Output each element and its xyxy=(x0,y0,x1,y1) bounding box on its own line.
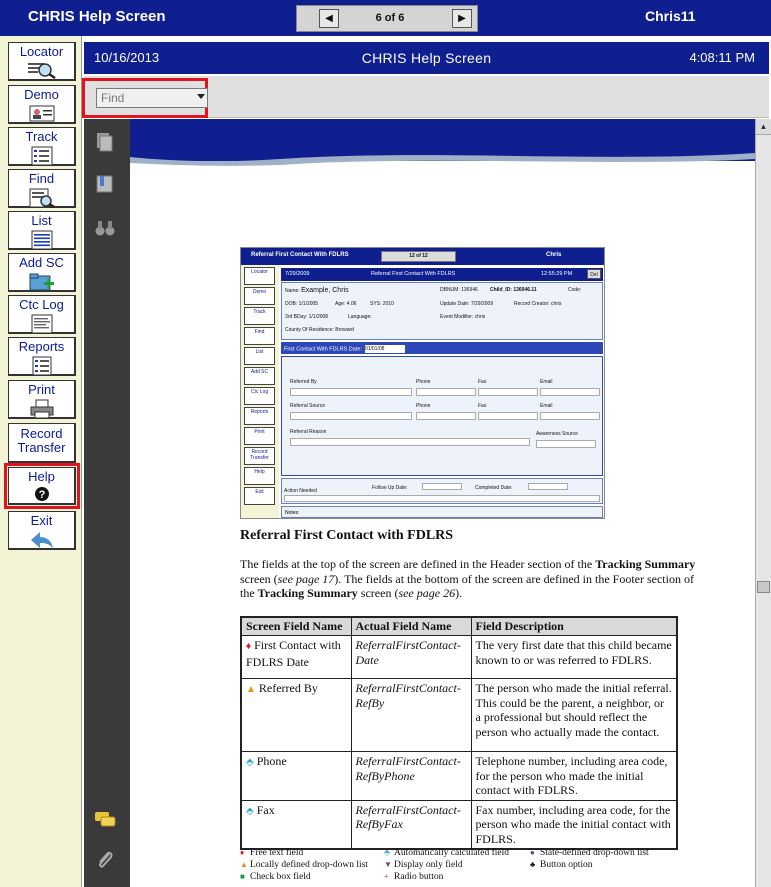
legend-item: ▲ Locally defined drop-down list xyxy=(240,860,368,870)
magnifier-icon xyxy=(25,61,59,79)
header-title: CHRIS Help Screen xyxy=(361,50,492,66)
current-user: Chris11 xyxy=(645,8,696,24)
emb-button: Track xyxy=(244,307,275,325)
sidebar-item-add-sc[interactable] xyxy=(8,253,76,292)
attachment-icon[interactable] xyxy=(94,849,116,871)
cell-screen: ▲ Referred By xyxy=(241,679,351,752)
emb-fax: Fax xyxy=(478,379,487,385)
page-indicator: 6 of 6 xyxy=(375,12,405,24)
emb-button: Print xyxy=(244,427,275,445)
sidebar-item-label: Demo xyxy=(24,87,59,102)
sidebar-item-label: Reports xyxy=(18,339,65,354)
emb-button: Reports xyxy=(244,407,275,425)
legend-item: ♣ Button option xyxy=(530,860,593,870)
emb-name-label: Name: xyxy=(285,288,300,294)
cell-screen: ⬘ Fax xyxy=(241,800,351,849)
header-date: 10/16/2013 xyxy=(94,50,160,65)
emb-top-title: Referral First Contact With FDLRS xyxy=(251,252,349,258)
sidebar-item-list[interactable] xyxy=(8,211,76,250)
emb-awareness-source: Awareness Source xyxy=(536,431,578,437)
table-header-row xyxy=(241,617,677,636)
emb-user: Chris xyxy=(546,252,562,258)
emb-button: Ctc Log xyxy=(244,387,275,405)
emb-sys: SYS: 2010 xyxy=(370,301,394,307)
local-dropdown-marker-icon: ▲ xyxy=(240,860,248,869)
emb-follow-up: Follow Up Date: xyxy=(372,485,408,491)
bookmark-icon[interactable] xyxy=(94,173,116,195)
emb-button: List xyxy=(244,347,275,365)
state-dropdown-marker-icon: ● xyxy=(530,848,535,857)
log-icon xyxy=(30,314,54,334)
table-row xyxy=(241,752,677,801)
find-icon xyxy=(28,188,56,208)
list-icon xyxy=(30,230,54,250)
printer-icon xyxy=(29,399,55,419)
document-page xyxy=(130,119,755,887)
find-placeholder: Find xyxy=(101,91,125,105)
local-dropdown-marker-icon: ▲ xyxy=(246,684,256,695)
emb-email-2: Email xyxy=(540,403,553,409)
free-text-marker-icon: ♦ xyxy=(246,641,252,652)
emb-pager: 12 of 12 xyxy=(381,251,456,262)
binoculars-icon[interactable] xyxy=(94,217,116,239)
emb-sidebar xyxy=(241,265,279,518)
sidebar-item-ctc-log[interactable] xyxy=(8,295,76,334)
scroll-up-icon[interactable]: ▲ xyxy=(756,119,771,135)
cell-actual: ReferralFirstContact-RefBy xyxy=(351,679,471,752)
header-time: 4:08:11 PM xyxy=(689,50,755,65)
emb-button: Record Transfer xyxy=(244,447,275,465)
sidebar-item-label: Exit xyxy=(30,513,53,528)
auto-calc-marker-icon: ⬘ xyxy=(246,805,254,817)
content-header xyxy=(84,42,769,74)
cell-actual: ReferralFirstContact-RefByFax xyxy=(351,800,471,849)
sidebar-item-label: Print xyxy=(28,382,55,397)
emb-update-date: Update Date: 7/29/2009 xyxy=(440,301,494,307)
cell-screen: ♦ First Contact with FDLRS Date xyxy=(241,636,351,679)
embedded-screenshot xyxy=(240,247,605,519)
emb-child-id: Child_ID: 136946.11 xyxy=(490,287,537,293)
emb-button: Add SC xyxy=(244,367,275,385)
emb-dob: DOB: 1/1/2005 xyxy=(285,301,319,307)
help-icon xyxy=(34,486,50,502)
emb-form xyxy=(281,356,603,476)
page-navigator xyxy=(296,5,478,32)
emb-record-creator: Record Creator: chris xyxy=(514,301,562,307)
find-toolbar xyxy=(84,76,769,118)
col-screen-field: Screen Field Name xyxy=(241,617,351,636)
emb-code: Code: xyxy=(568,287,582,293)
cell-actual: ReferralFirstContact-RefByPhone xyxy=(351,752,471,801)
doc-paragraph: The fields at the top of the screen are defined in the Header section of the Tracking Summary screen (see page 17). The fields at the bottom of the screen are defined in the Footer section of the Tracking Summary screen (see page 26). xyxy=(240,557,696,601)
radio-marker-icon: + xyxy=(384,872,389,881)
pages-icon[interactable] xyxy=(94,131,116,153)
track-list-icon xyxy=(30,146,54,166)
next-page-button[interactable]: ▶ xyxy=(452,9,472,28)
viewer-toolstrip xyxy=(84,119,126,887)
sidebar-item-reports[interactable] xyxy=(8,337,76,376)
emb-name-value: Example, Chris xyxy=(301,287,349,294)
table-row xyxy=(241,679,677,752)
sidebar-item-record-transfer[interactable] xyxy=(8,423,76,463)
sidebar xyxy=(0,36,82,887)
emb-top-bar xyxy=(241,248,604,265)
emb-age: Age: 4.06 xyxy=(335,301,357,307)
legend-item: ■ Check box field xyxy=(240,872,311,882)
emb-email: Email xyxy=(540,379,553,385)
emb-header-title: Referral First Contact With FDLRS xyxy=(371,271,456,277)
button-option-marker-icon: ♣ xyxy=(530,860,536,869)
svg-text:?: ? xyxy=(38,489,45,501)
cell-actual: ReferralFirstContact-Date xyxy=(351,636,471,679)
emb-section-label: First Contact With FDLRS Date: xyxy=(284,346,362,353)
emb-event-modifier: Event Modifier: chris xyxy=(440,314,486,320)
id-card-icon xyxy=(29,104,55,122)
emb-button: Locator xyxy=(244,267,275,285)
checkbox-marker-icon: ■ xyxy=(240,872,245,881)
emb-header-date: 7/29/2009 xyxy=(285,271,310,277)
emb-phone-2: Phone xyxy=(416,403,431,409)
sidebar-item-label: Locator xyxy=(19,44,64,59)
emb-referral-reason: Referral Reason xyxy=(290,429,327,435)
emb-completed: Completed Date: xyxy=(475,485,513,491)
sidebar-item-exit[interactable] xyxy=(8,511,76,550)
sidebar-item-label: Ctc Log xyxy=(19,297,64,312)
folder-plus-icon xyxy=(29,272,55,292)
emb-bday: 3rd BDay: 1/1/2008 xyxy=(285,314,329,320)
emb-county: County Of Residence: Broward xyxy=(285,327,354,333)
emb-phone: Phone xyxy=(416,379,431,385)
emb-action-needed: Action Needed xyxy=(284,488,317,494)
sidebar-item-demo[interactable] xyxy=(8,85,76,124)
free-text-marker-icon: ♦ xyxy=(240,848,245,857)
prev-page-button[interactable]: ◀ xyxy=(319,9,339,28)
emb-notes xyxy=(281,506,603,518)
emb-section-bar xyxy=(281,342,603,354)
chevron-down-icon[interactable] xyxy=(197,94,205,99)
exit-arrow-icon xyxy=(29,530,55,550)
col-actual-field: Actual Field Name xyxy=(351,617,471,636)
emb-button: Demo xyxy=(244,287,275,305)
find-dropdown[interactable] xyxy=(96,88,208,108)
table-row xyxy=(241,636,677,679)
cell-description: Telephone number, including area code, for the person who made the initial contact with FDLRS. xyxy=(471,752,677,801)
report-icon xyxy=(30,356,54,376)
emb-notes-label: Notes: xyxy=(285,510,300,516)
legend-item: ● State-defined drop-down list xyxy=(530,848,649,858)
sidebar-item-label: List xyxy=(31,213,52,228)
cell-screen: ⬘ Phone xyxy=(241,752,351,801)
emb-header-time: 12:55:29 PM xyxy=(541,271,573,277)
display-only-marker-icon: ▼ xyxy=(384,860,392,869)
auto-calc-marker-icon: ⬘ xyxy=(246,757,254,768)
emb-del-button: Del xyxy=(587,269,601,279)
app-title: CHRIS Help Screen xyxy=(28,8,166,25)
table-row xyxy=(241,800,677,849)
cell-description: The very first date that this child became known to or was referred to FDLRS. xyxy=(471,636,677,679)
sidebar-item-help[interactable] xyxy=(8,467,76,505)
sidebar-item-label: Find xyxy=(28,171,55,186)
emb-fax-2: Fax xyxy=(478,403,487,409)
emb-button: Exit xyxy=(244,487,275,505)
emb-referred-by: Referred By xyxy=(290,379,317,385)
field-table xyxy=(240,616,678,850)
sidebar-item-label: Record Transfer xyxy=(17,426,66,455)
emb-info-panel xyxy=(281,282,603,340)
legend-item: ⬘ Automatically calculated field xyxy=(384,848,510,858)
emb-button: Find xyxy=(244,327,275,345)
document-viewer xyxy=(84,119,771,887)
top-bar xyxy=(0,0,771,36)
sidebar-item-label: Help xyxy=(28,469,55,484)
sidebar-item-find[interactable] xyxy=(8,169,76,208)
col-field-description: Field Description xyxy=(471,617,677,636)
emb-header xyxy=(281,268,603,281)
cell-description: The person who made the initial referral. This could be the parent, a neighbor, or a professional but should reflect the person who actually made the contact. xyxy=(471,679,677,752)
scroll-thumb[interactable] xyxy=(757,581,770,593)
doc-heading: Referral First Contact with FDLRS xyxy=(240,528,454,543)
emb-dbnum: DBNUM: 136946 xyxy=(440,287,478,293)
vertical-scrollbar[interactable] xyxy=(755,119,771,887)
emb-section-value: 01/01/08 xyxy=(365,345,405,353)
auto-calc-marker-icon: ⬘ xyxy=(384,848,391,857)
sidebar-item-label: Track xyxy=(25,129,58,144)
sidebar-item-track[interactable] xyxy=(8,127,76,166)
cell-description: Fax number, including area code, for the person who made the initial contact with FDLRS. xyxy=(471,800,677,849)
emb-footer xyxy=(281,478,603,504)
sidebar-item-locator[interactable] xyxy=(8,42,76,81)
sidebar-item-print[interactable] xyxy=(8,380,76,419)
legend-item: + Radio button xyxy=(384,872,444,882)
emb-language: Language: xyxy=(348,314,372,320)
emb-button: Help xyxy=(244,467,275,485)
page-banner-wave xyxy=(130,145,755,167)
comments-icon[interactable] xyxy=(94,809,116,831)
emb-referral-source: Referral Source xyxy=(290,403,326,409)
sidebar-item-label: Add SC xyxy=(19,255,64,270)
legend-item: ▼ Display only field xyxy=(384,860,463,870)
legend-item: ♦ Free text field xyxy=(240,848,304,858)
